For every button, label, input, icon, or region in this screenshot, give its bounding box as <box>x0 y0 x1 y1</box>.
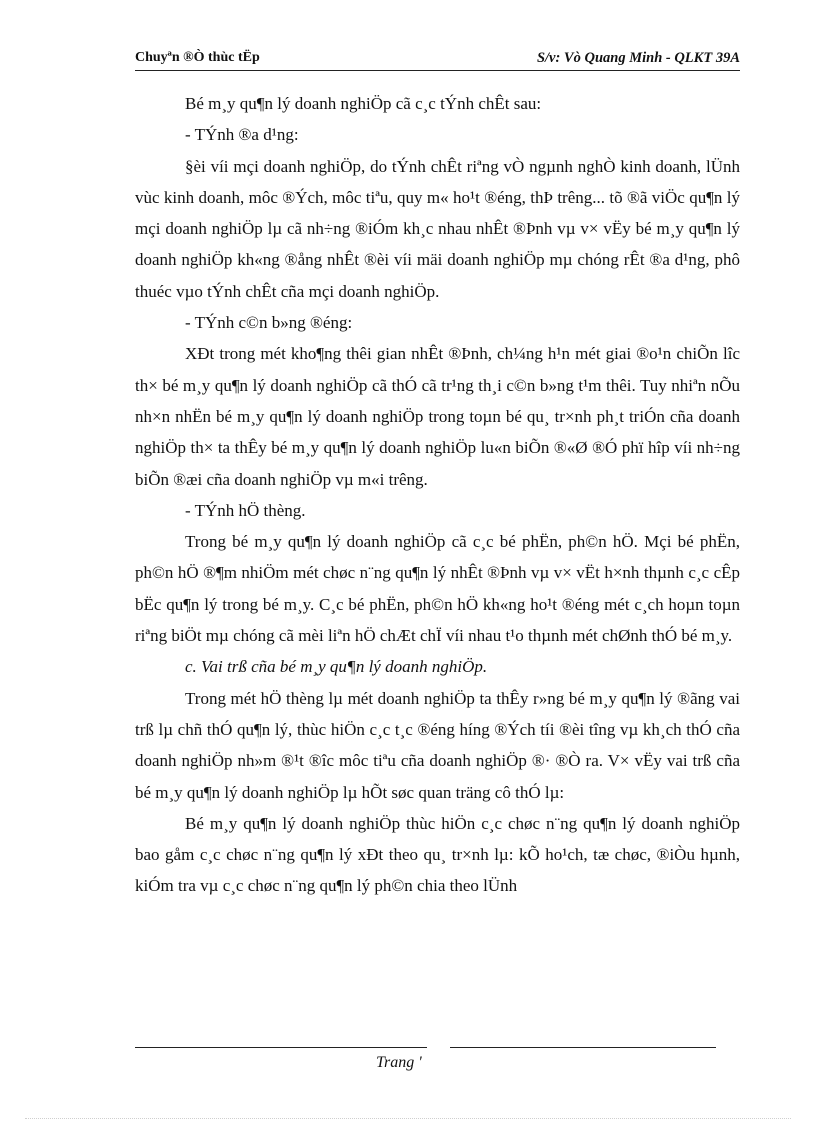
section-heading-role: c. Vai trß cña bé m¸y qu¶n lý doanh nghiÖp. <box>185 657 488 677</box>
page-header <box>135 48 740 71</box>
footer-rule-left <box>135 1047 427 1048</box>
header-title: Chuyªn ®Ò thùc tËp <box>135 50 260 65</box>
footer-rule-right <box>450 1047 716 1048</box>
paragraph-role: Trong mét hÖ thèng lµ mét doanh nghiÖp ta thÊy r»ng bé m¸y qu¶n lý ®ãng vai trß lµ chñ thÓ qu¶n lý, thùc hiÖn c¸c t¸c ®éng híng ®Ých tíi ®èi tîng vµ kh¸ch thÓ cña doanh nghiÖp nh»m ®¹t ®îc môc tiªu cña doanh nghiÖp ®· ®Ò ra. V× vËy vai trß cña bé m¸y qu¶n lý doanh nghiÖp lµ hÕt søc quan träng cô thÓ lµ: <box>135 688 740 802</box>
subheading-system: - TÝnh hÖ thèng. <box>185 500 306 520</box>
paragraph-diversity: §èi víi mçi doanh nghiÖp, do tÝnh chÊt riªng vÒ ngµnh nghÒ kinh doanh, lÜnh vùc kinh doanh, môc ®Ých, môc tiªu, quy m« ho¹t ®éng, thÞ trêng... tõ ®ã viÖc qu¶n lý mçi doanh nghiÖp lµ cã nh÷ng ®iÓm kh¸c nhau nhÊt ®Þnh vµ v× vËy bé m¸y qu¶n lý doanh nghiÖp kh«ng ®ång nhÊt ®èi víi mäi doanh nghiÖp mµ chóng rÊt ®a d¹ng, phô thuéc vµo tÝnh chÊt cña mçi doanh nghiÖp. <box>135 156 740 301</box>
header-author: S/v: Vò Quang Minh - QLKT 39A <box>536 50 740 66</box>
paragraph-intro: Bé m¸y qu¶n lý doanh nghiÖp cã c¸c tÝnh chÊt sau: <box>185 94 542 113</box>
subheading-dynamic-balance: - TÝnh c©n b»ng ®éng: <box>185 313 353 333</box>
subheading-diversity: - TÝnh ®a d¹ng: <box>185 125 299 145</box>
paragraph-dynamic-balance: XÐt trong mét kho¶ng thêi gian nhÊt ®Þnh, ch¼ng h¹n mét giai ®o¹n chiÕn lîc th× bé m¸y qu¶n lý doanh nghiÖp cã thÓ cã tr¹ng th¸i c©n b»ng t¹m thêi. Tuy nhiªn nÕu nh×n nhËn bé m¸y qu¶n lý doanh nghiÖp trong toµn bé qu¸ tr×nh ph¸t triÓn cña doanh nghiÖp th× ta thÊy bé m¸y qu¶n lý doanh nghiÖp lu«n biÕn ®«Ø ®Ó phï hîp víi nh÷ng biÕn ®æi cña doanh nghiÖp vµ m«i trêng. <box>135 344 740 489</box>
paragraph-system: Trong bé m¸y qu¶n lý doanh nghiÖp cã c¸c bé phËn, ph©n hÖ. Mçi bé phËn, ph©n hÖ ®¶m nhiÖm mét chøc n¨ng qu¶n lý nhÊt ®Þnh vµ v× vËt h×nh thµnh c¸c cÊp bËc qu¶n lý trong bé m¸y. C¸c bé phËn, ph©n hÖ kh«ng ho¹t ®éng mét c¸ch hoµn toµn riªng biÖt mµ chóng cã mèi liªn hÖ chÆt chÏ víi nhau t¹o thµnh mét chØnh thÓ bé m¸y. <box>135 532 740 646</box>
paragraph-functions: Bé m¸y qu¶n lý doanh nghiÖp thùc hiÖn c¸c chøc n¨ng qu¶n lý doanh nghiÖp bao gåm c¸c chøc n¨ng qu¶n lý xÐt theo qu¸ tr×nh lµ: kÕ ho¹ch, tæ chøc, ®iÒu hµnh, kiÓm tra vµ c¸c chøc n¨ng qu¶n lý ph©n chia theo lÜnh <box>135 813 740 896</box>
page-number: Trang ' <box>376 1054 422 1071</box>
document-body <box>135 88 740 902</box>
page-boundary-divider <box>25 1118 791 1119</box>
